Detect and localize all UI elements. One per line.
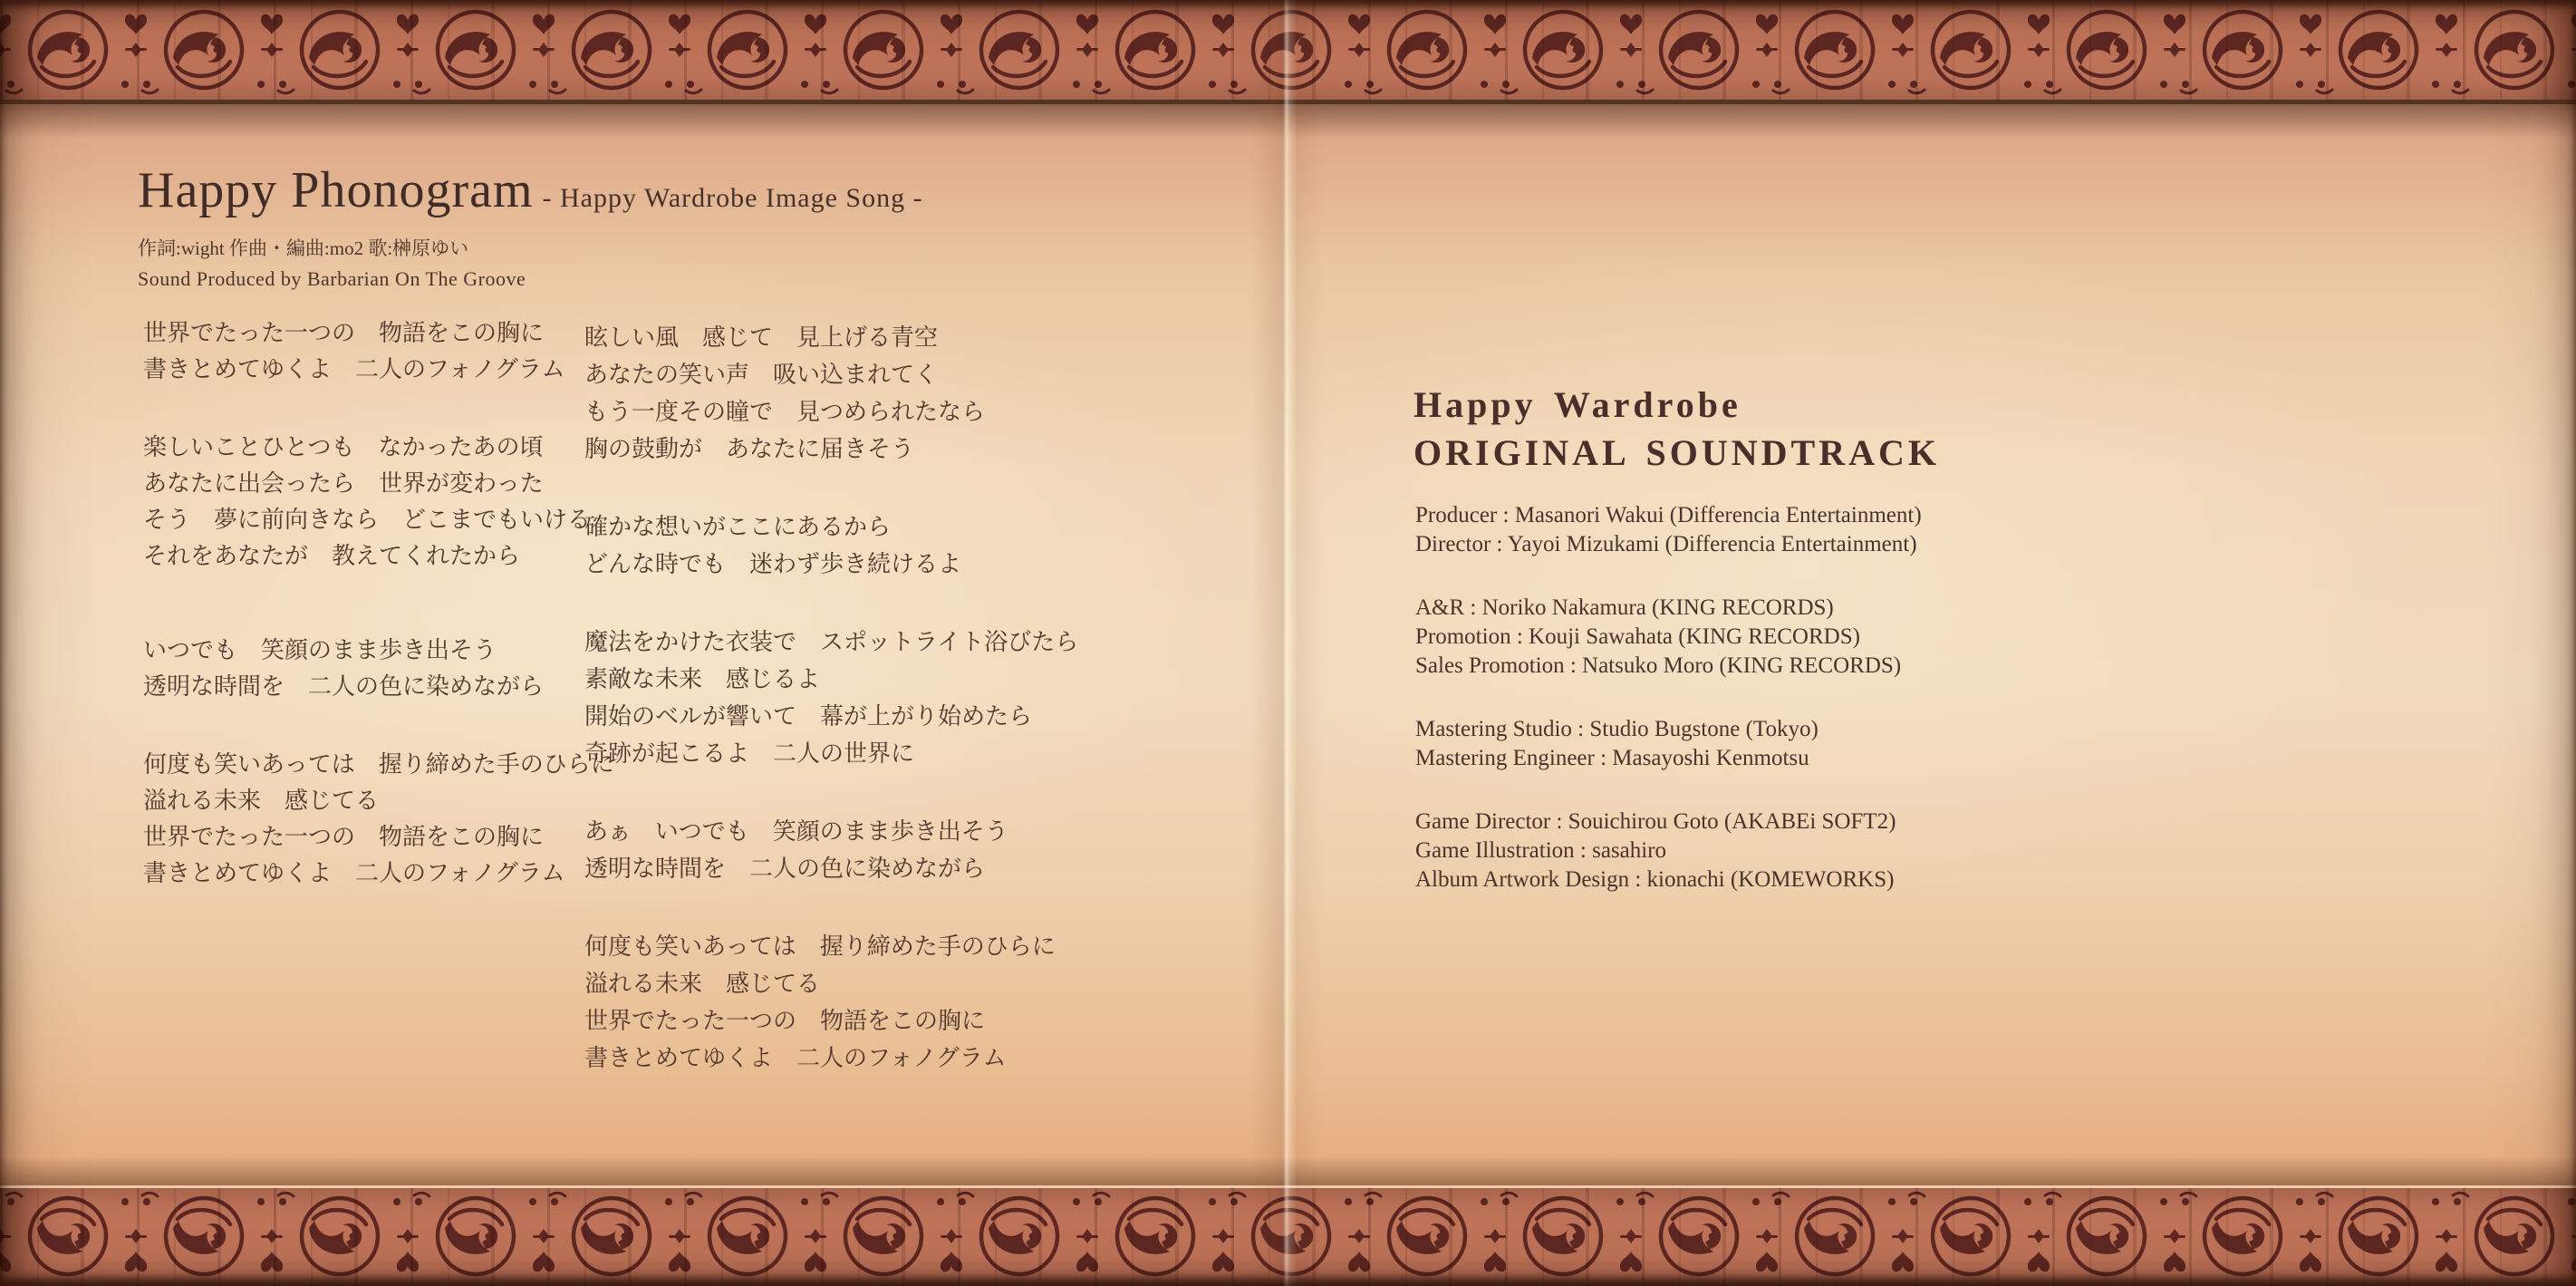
text-line: Director : Yayoi Mizukami (Differencia Entertainment) [1415,532,1917,556]
text-line: 何度も笑いあっては 握り締めた手のひらに [584,933,1056,960]
text-line: 溢れる未来 感じてる [584,971,821,997]
text-block [143,315,614,388]
lyrics-column-2 [584,319,1078,1117]
text-line: Promotion : Kouji Sawahata (KING RECORDS) [1415,624,1860,649]
text-line: それをあなたが 教えてくれたから [143,543,521,569]
text-line: Mastering Studio : Studio Bugstone (Tokyo) [1415,717,1819,741]
text-line: 何度も笑いあっては 握り締めた手のひらに [143,751,614,778]
song-subtitle: - Happy Wardrobe Image Song - [542,183,923,213]
text-line: 世界でたった一つの 物語をこの胸に [143,824,545,850]
text-line: もう一度その瞳で 見つめられたなら [584,399,986,425]
text-line: 開始のベルが響いて 幕が上がり始めたら [584,703,1033,730]
text-block [143,633,614,705]
text-line: あなたに出会ったら 世界が変わった [143,470,544,497]
song-header [138,161,923,291]
album-title [1413,381,1940,477]
text-line: Game Illustration : sasahiro [1415,838,1667,863]
text-block [143,430,614,575]
song-title-row [138,161,923,219]
song-credits-line: 作詞:wight 作曲・編曲:mo2 歌:榊原ゆい [138,237,469,259]
text-line: どんな時でも 迷わず歩き続けるよ [584,551,962,577]
text-line: 書きとめてゆくよ 二人のフォノグラム [143,356,565,382]
text-line: あぁ いつでも 笑顔のまま歩き出そう [584,818,1008,845]
song-title: Happy Phonogram [138,162,534,218]
text-line: A&R : Noriko Nakamura (KING RECORDS) [1415,595,1834,620]
gutter-fold [1250,0,1323,1286]
text-line: いつでも 笑顔のまま歩き出そう [143,637,497,663]
text-line: Game Director : Souichirou Goto (AKABEi SOFT2) [1415,809,1896,834]
text-line: 素敵な未来 感じるよ [584,666,821,692]
text-line: 溢れる未来 感じてる [143,788,380,814]
text-line: そう 夢に前向きなら どこまでもいける [143,507,592,533]
text-line: 奇跡が起こるよ 二人の世界に [584,740,915,767]
text-line: 書きとめてゆくよ 二人のフォノグラム [584,1045,1007,1071]
text-block [1415,594,1922,681]
text-line: Sales Promotion : Natsuko Moro (KING RECORDS) [1415,653,1902,678]
text-line: 魔法をかけた衣装で スポットライト浴びたら [584,629,1079,655]
text-line: Mastering Engineer : Masayoshi Kenmotsu [1415,746,1809,770]
credits-list [1415,501,1922,929]
lyrics-column-1 [143,315,614,933]
album-title-line1: Happy Wardrobe [1413,384,1741,425]
text-block [584,813,1078,887]
text-line: Producer : Masanori Wakui (Differencia Entertainment) [1415,503,1922,527]
text-line: 世界でたった一つの 物語をこの胸に [584,1008,986,1034]
sound-produced-line: Sound Produced by Barbarian On The Groove [138,267,526,290]
text-block [584,928,1078,1077]
text-block [1415,807,1922,894]
text-block [1415,715,1922,773]
text-block [143,747,614,892]
text-line: 眩しい風 感じて 見上げる青空 [584,324,939,351]
text-line: 書きとめてゆくよ 二人のフォノグラム [143,860,565,886]
text-line: 胸の鼓動が あなたに届きそう [584,436,915,462]
text-block [584,508,1078,583]
album-title-line2: ORIGINAL SOUNDTRACK [1413,432,1940,473]
text-line: 透明な時間を 二人の色に染めながら [143,673,545,700]
text-block [584,319,1078,468]
text-line: Album Artwork Design : kionachi (KOMEWORKS) [1415,867,1895,892]
text-line: 楽しいことひとつも なかったあの頃 [143,434,544,460]
text-block [1415,501,1922,559]
text-block [584,624,1078,772]
text-line: 世界でたった一つの 物語をこの胸に [143,320,545,346]
text-line: 透明な時間を 二人の色に染めながら [584,856,986,882]
text-line: 確かな想いがここにあるから [584,514,892,540]
text-line: あなたの笑い声 吸い込まれてく [584,362,939,388]
